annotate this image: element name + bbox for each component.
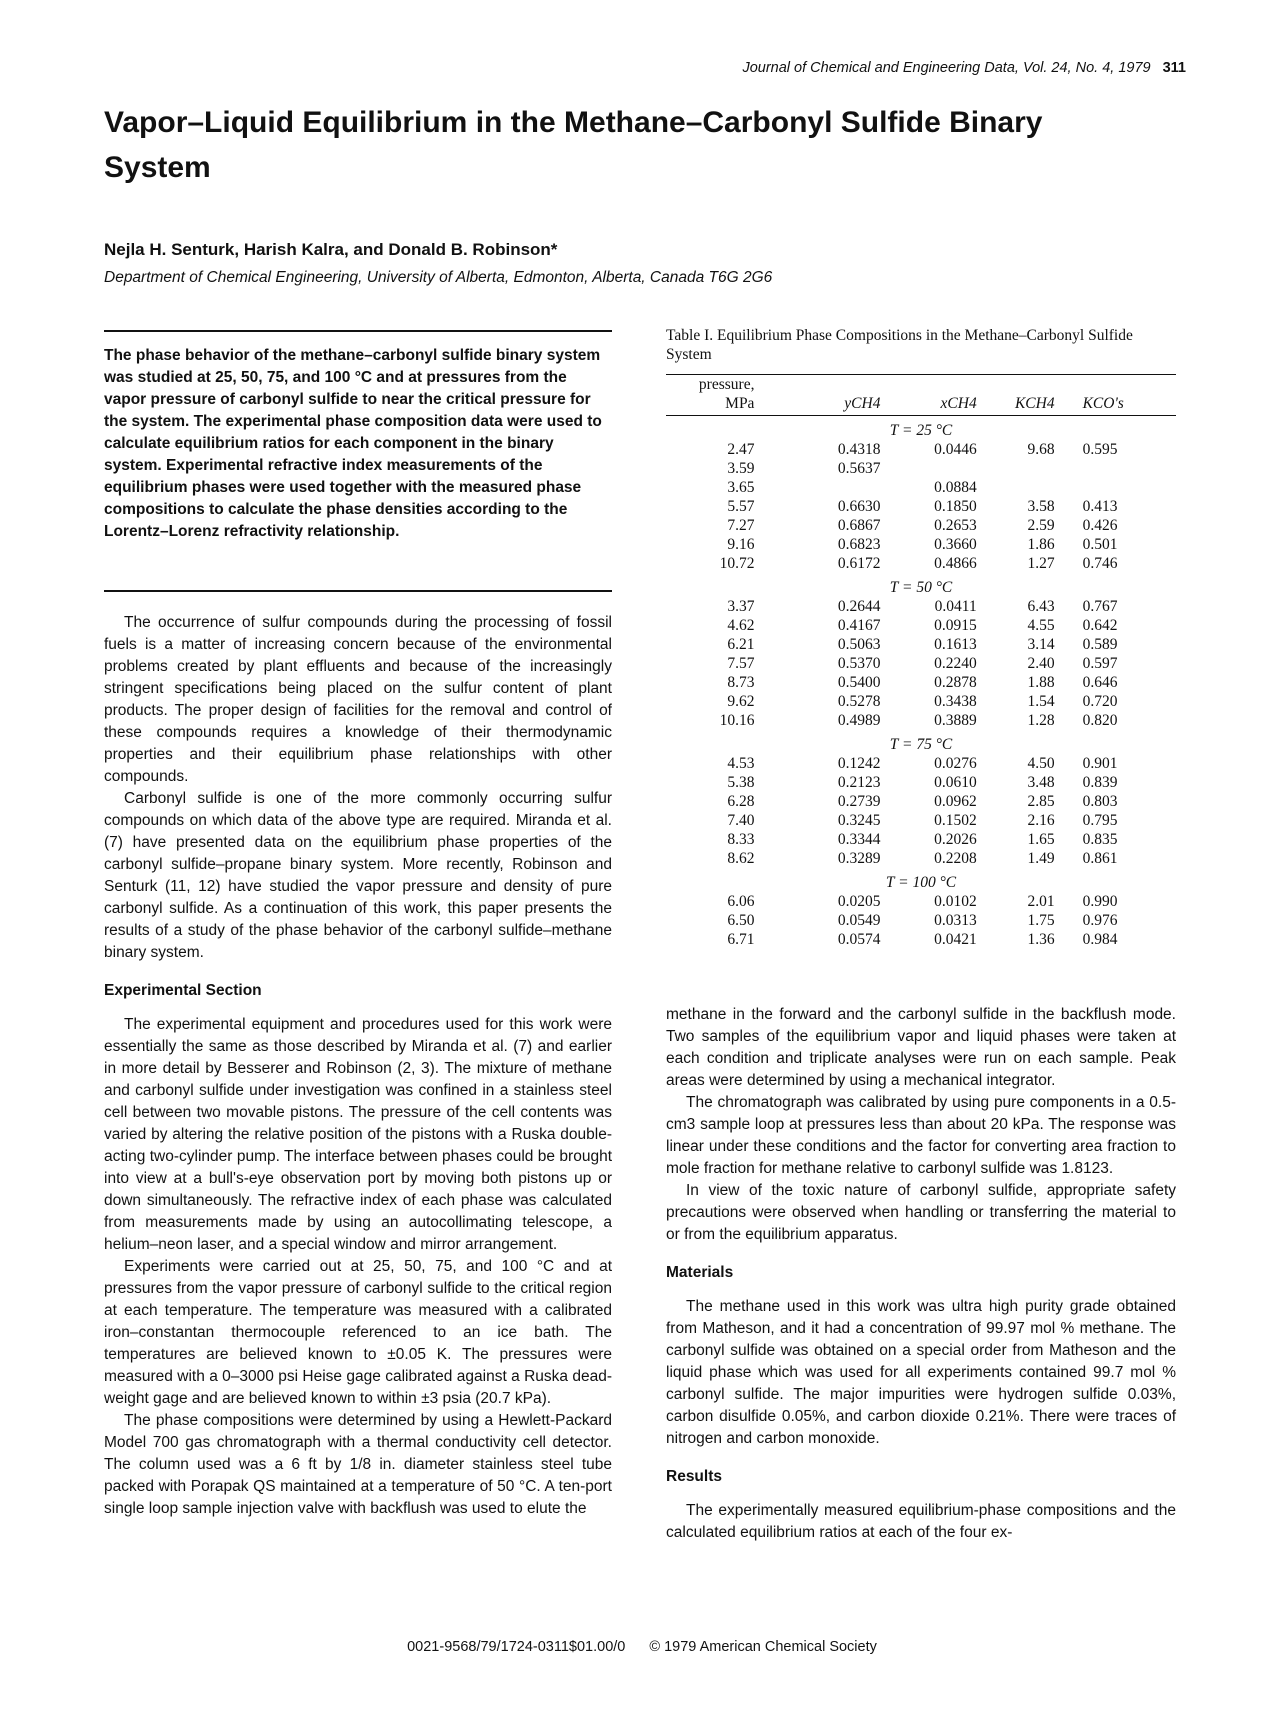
- table-cell: 6.43: [1027, 598, 1055, 615]
- table-row: [666, 597, 1176, 616]
- table-cell: 0.4866: [934, 555, 977, 572]
- table-cell: [977, 478, 1055, 497]
- table-cell: 0.1242: [837, 755, 881, 772]
- table-cell: 0.0915: [934, 617, 977, 634]
- paragraph: In view of the toxic nature of carbonyl sulfide, appropriate safety precautions were observed when handling or transferring the material to or from the equilibrium apparatus.: [666, 1182, 1176, 1243]
- table-cell: 0.3438: [934, 693, 977, 710]
- table-cell: 0.2026: [934, 831, 977, 848]
- table-cell: 9.62: [727, 693, 755, 710]
- table-cell: [880, 459, 976, 478]
- table-cell: 0.0884: [934, 479, 977, 496]
- left-column: [104, 612, 612, 1520]
- journal-citation: Journal of Chemical and Engineering Data, Vol. 24, No. 4, 1979: [742, 60, 1151, 76]
- table-cell: 0.767: [1082, 598, 1118, 615]
- table-cell: 3.58: [1027, 498, 1055, 515]
- table-cell: 6.06: [727, 893, 755, 910]
- column-header: KCO's: [1055, 375, 1176, 416]
- table-row: [666, 892, 1176, 911]
- page-number: 311: [1162, 60, 1186, 76]
- paragraph: The chromatograph was calibrated by using pure components in a 0.5-cm3 sample loop at pressures less than about 20 kPa. The response was linear under these conditions and the factor for converting area fraction to mole fraction for methane relative to carbonyl sulfide was 1.8123.: [666, 1094, 1176, 1177]
- table-cell: 2.01: [1027, 893, 1055, 910]
- table-row: [666, 773, 1176, 792]
- section-heading: Materials: [666, 1264, 734, 1281]
- table-cell: 0.901: [1082, 755, 1118, 772]
- table-cell: 2.47: [727, 441, 755, 458]
- paragraph: Carbonyl sulfide is one of the more commonly occurring sulfur compounds on which data of the above type are required. Miranda et al. (7) have presented data on the equilibrium phase properties of the carbonyl sulfide–propane binary system. More recently, Robinson and Senturk (11, 12) have studied the vapor pressure and density of pure carbonyl sulfide. As a continuation of this work, this paper presents the results of a study of the phase behavior of the carbonyl sulfide–methane binary system.: [104, 790, 612, 961]
- table-cell: 1.86: [1027, 536, 1055, 553]
- paragraph: The experimental equipment and procedures used for this work were essentially the same as those described by Miranda et al. (7) and earlier in more detail by Besserer and Robinson (2, 3). The mixture of methane and carbonyl sulfide under investigation was confined in a stainless steel cell between two movable pistons. The pressure of the cell contents was varied by altering the relative position of the pistons with a Ruska double-acting two-cylinder pump. The interface between phases could be brought into view at a bull's-eye observation port by moving both pistons up or down simultaneously. The refractive index of each phase was calculated from measurements made by using an autocollimating telescope, a helium–neon laser, and a special window and mirror arrangement.: [104, 1016, 612, 1253]
- table-cell: 1.65: [1027, 831, 1055, 848]
- abstract-bottom-rule: [104, 590, 612, 592]
- table-cell: 0.0446: [934, 441, 977, 458]
- table-row: [666, 478, 1176, 497]
- table-cell: 0.6867: [837, 517, 881, 534]
- copyright: © 1979 American Chemical Society: [649, 1639, 877, 1655]
- table-cell: 0.2878: [934, 674, 977, 691]
- table-cell: 0.3344: [837, 831, 881, 848]
- table-cell: 0.2739: [837, 793, 881, 810]
- table-cell: 0.6630: [837, 498, 881, 515]
- table-cell: 0.501: [1082, 536, 1118, 553]
- table-cell: 5.38: [727, 774, 755, 791]
- table-row: [666, 792, 1176, 811]
- table-cell: 1.75: [1027, 912, 1055, 929]
- running-header: [742, 60, 1186, 76]
- table-row: [666, 635, 1176, 654]
- abstract-top-rule: [104, 330, 612, 332]
- table-cell: 0.0411: [934, 598, 977, 615]
- table-row: [666, 811, 1176, 830]
- column-header: KCH4: [977, 375, 1055, 416]
- table-cell: 0.0574: [837, 931, 881, 948]
- table-cell: 3.48: [1027, 774, 1055, 791]
- paragraph: methane in the forward and the carbonyl sulfide in the backflush mode. Two samples of the equilibrium vapor and liquid phases were taken at each condition and triplicate analyses were run on each sample. Peak areas were determined by using a mechanical integrator.: [666, 1006, 1176, 1089]
- table-cell: [1055, 478, 1176, 497]
- table-row: [666, 535, 1176, 554]
- article-code: 0021-9568/79/1724-0311$01.00/0: [407, 1639, 626, 1655]
- table-row: [666, 930, 1176, 949]
- table-row: [666, 554, 1176, 573]
- table-cell: 2.85: [1027, 793, 1055, 810]
- table-cell: 0.5063: [837, 636, 881, 653]
- paragraph: The methane used in this work was ultra high purity grade obtained from Matheson, and it had a concentration of 99.97 mol % methane. The carbonyl sulfide was obtained on a special order from Matheson and the liquid phase which was used for all experiments contained 99.7 mol % carbonyl sulfide. The major impurities were hydrogen sulfide 0.03%, carbon disulfide 0.05%, and carbon dioxide 0.21%. There were traces of nitrogen and carbon monoxide.: [666, 1298, 1176, 1447]
- table-cell: 0.2208: [934, 850, 977, 867]
- table-row: [666, 692, 1176, 711]
- table-cell: 0.413: [1082, 498, 1118, 515]
- table-cell: 1.88: [1027, 674, 1055, 691]
- table-cell: 0.2240: [934, 655, 977, 672]
- table-cell: 3.59: [727, 460, 755, 477]
- table-cell: 0.990: [1082, 893, 1118, 910]
- table-cell: 0.5400: [837, 674, 881, 691]
- right-column: [666, 1004, 1176, 1544]
- column-header: yCH4: [754, 375, 880, 416]
- table-cell: 8.33: [727, 831, 755, 848]
- table-cell: 4.53: [727, 755, 755, 772]
- table-cell: 1.49: [1027, 850, 1055, 867]
- table-cell: 0.746: [1082, 555, 1118, 572]
- article-title: Vapor–Liquid Equilibrium in the Methane–Carbonyl Sulfide Binary System: [104, 106, 1043, 184]
- table-cell: 0.3889: [934, 712, 977, 729]
- temperature-label: T = 100 °C: [885, 874, 957, 891]
- table-cell: 0.1850: [934, 498, 977, 515]
- table-row: [666, 711, 1176, 730]
- table-cell: 0.642: [1082, 617, 1118, 634]
- table-cell: 8.73: [727, 674, 755, 691]
- table-cell: 0.3289: [837, 850, 881, 867]
- table-group-row: [666, 730, 1176, 754]
- table-cell: 0.3245: [837, 812, 881, 829]
- table-cell: 0.4318: [837, 441, 881, 458]
- table-row: [666, 497, 1176, 516]
- table-cell: 7.40: [727, 812, 755, 829]
- table-cell: 6.21: [727, 636, 755, 653]
- data-table: [666, 374, 1176, 949]
- table-cell: 0.5370: [837, 655, 881, 672]
- table-group-row: [666, 416, 1176, 441]
- table-cell: 0.795: [1082, 812, 1118, 829]
- table-cell: 0.984: [1082, 931, 1118, 948]
- table-cell: 0.3660: [934, 536, 977, 553]
- table-cell: 0.835: [1082, 831, 1118, 848]
- table-row: [666, 849, 1176, 868]
- table-cell: 1.28: [1027, 712, 1055, 729]
- table-row: [666, 616, 1176, 635]
- page-footer: [0, 1639, 1284, 1655]
- table-row: [666, 830, 1176, 849]
- table-cell: 1.27: [1027, 555, 1055, 572]
- table-cell: 0.720: [1082, 693, 1118, 710]
- table-cell: 9.16: [727, 536, 755, 553]
- table-cell: 1.36: [1027, 931, 1055, 948]
- table-group-row: [666, 868, 1176, 892]
- table-cell: 4.55: [1027, 617, 1055, 634]
- table-cell: 0.6823: [837, 536, 881, 553]
- table-cell: 0.0962: [934, 793, 977, 810]
- table-cell: 10.16: [719, 712, 755, 729]
- table-cell: 3.65: [727, 479, 755, 496]
- table-cell: 0.1502: [934, 812, 977, 829]
- table-cell: 0.646: [1082, 674, 1118, 691]
- table-cell: 0.5278: [837, 693, 881, 710]
- table-cell: 0.4989: [837, 712, 881, 729]
- temperature-label: T = 25 °C: [889, 422, 953, 439]
- paragraph: The phase compositions were determined by using a Hewlett-Packard Model 700 gas chromatograph with a thermal conductivity cell detector. The column used was a 6 ft by 1/8 in. diameter stainless steel tube packed with Porapak QS maintained at a temperature of 50 °C. A ten-port single loop sample injection valve with backflush was used to elute the: [104, 1412, 612, 1517]
- table-cell: 0.976: [1082, 912, 1118, 929]
- column-header: pressure, MPa: [666, 375, 754, 416]
- table-cell: 6.50: [727, 912, 755, 929]
- table-cell: 2.59: [1027, 517, 1055, 534]
- table-cell: 0.0313: [934, 912, 977, 929]
- table-row: [666, 911, 1176, 930]
- table-cell: 0.4167: [837, 617, 881, 634]
- table-cell: 0.820: [1082, 712, 1118, 729]
- table-cell: 4.50: [1027, 755, 1055, 772]
- table-cell: 6.71: [727, 931, 755, 948]
- table-cell: 0.597: [1082, 655, 1118, 672]
- table-cell: 2.40: [1027, 655, 1055, 672]
- table-cell: 0.839: [1082, 774, 1118, 791]
- table-cell: 1.54: [1027, 693, 1055, 710]
- table-cell: 0.6172: [837, 555, 881, 572]
- table-cell: 0.861: [1082, 850, 1118, 867]
- table-row: [666, 440, 1176, 459]
- table-group-row: [666, 573, 1176, 597]
- table-cell: 0.595: [1082, 441, 1118, 458]
- table-cell: 0.0549: [837, 912, 881, 929]
- table-caption: Table I. Equilibrium Phase Compositions in the Methane–Carbonyl Sulfide System: [666, 327, 1133, 363]
- table-row: [666, 516, 1176, 535]
- affiliation: Department of Chemical Engineering, University of Alberta, Edmonton, Alberta, Canada T6G 2G6: [104, 269, 773, 286]
- table-cell: 0.0610: [934, 774, 977, 791]
- table-cell: 4.62: [727, 617, 755, 634]
- table-row: [666, 754, 1176, 773]
- table-cell: 0.803: [1082, 793, 1118, 810]
- section-heading: Experimental Section: [104, 982, 262, 999]
- table-cell: 0.1613: [934, 636, 977, 653]
- table-cell: 0.2123: [837, 774, 881, 791]
- section-heading: Results: [666, 1468, 722, 1485]
- table-cell: 3.37: [727, 598, 755, 615]
- table-cell: 8.62: [727, 850, 755, 867]
- table-row: [666, 673, 1176, 692]
- table-cell: 10.72: [719, 555, 755, 572]
- paragraph: Experiments were carried out at 25, 50, 75, and 100 °C and at pressures from the vapor pressure of carbonyl sulfide to the critical region at each temperature. The temperature was measured with a calibrated iron–constantan thermocouple referenced to an ice bath. The temperatures are believed known to ±0.05 K. The pressures were measured with a 0–3000 psi Heise gage calibrated against a Ruska dead-weight gage and are believed known to within ±3 psia (20.7 kPa).: [104, 1258, 612, 1407]
- table-row: [666, 654, 1176, 673]
- table-row: [666, 459, 1176, 478]
- table-cell: [1055, 459, 1176, 478]
- table-cell: 9.68: [1027, 441, 1055, 458]
- table-cell: 2.16: [1027, 812, 1055, 829]
- table-cell: 0.0421: [934, 931, 977, 948]
- temperature-label: T = 75 °C: [889, 736, 953, 753]
- table-cell: 7.57: [727, 655, 755, 672]
- paragraph: The experimentally measured equilibrium-phase compositions and the calculated equilibrium ratios at each of the four ex-: [666, 1502, 1176, 1541]
- paragraph: The occurrence of sulfur compounds during the processing of fossil fuels is a matter of increasing concern because of the environmental problems created by plant effluents and because of the increasingly stringent specifications being placed on the sulfur content of plant products. The proper design of facilities for the removal and control of these compounds requires a knowledge of their thermodynamic properties and their equilibrium phase relationships with other compounds.: [104, 614, 612, 785]
- table-cell: 0.426: [1082, 517, 1118, 534]
- table-cell: [754, 478, 880, 497]
- author-list: Nejla H. Senturk, Harish Kalra, and Donald B. Robinson*: [104, 240, 558, 259]
- temperature-label: T = 50 °C: [889, 579, 953, 596]
- table-cell: 6.28: [727, 793, 755, 810]
- table-cell: 0.0102: [934, 893, 977, 910]
- table-cell: [977, 459, 1055, 478]
- table-cell: 0.589: [1082, 636, 1118, 653]
- table-cell: 0.2644: [837, 598, 881, 615]
- column-header: xCH4: [880, 375, 976, 416]
- table-cell: 0.0276: [934, 755, 977, 772]
- table-cell: 3.14: [1027, 636, 1055, 653]
- table-cell: 0.0205: [837, 893, 881, 910]
- table-cell: 7.27: [727, 517, 755, 534]
- table-cell: 0.5637: [837, 460, 881, 477]
- abstract: The phase behavior of the methane–carbonyl sulfide binary system was studied at 25, 50, 75, and 100 °C and at pressures from the vapor pressure of carbonyl sulfide to near the critical pressure for the system. The experimental phase composition data were used to calculate equilibrium ratios for each component in the binary system. Experimental refractive index measurements of the equilibrium phases were used together with the measured phase compositions to calculate the phase densities according to the Lorentz–Lorenz refractivity relationship.: [104, 347, 602, 540]
- table-cell: 0.2653: [934, 517, 977, 534]
- table-cell: 5.57: [727, 498, 755, 515]
